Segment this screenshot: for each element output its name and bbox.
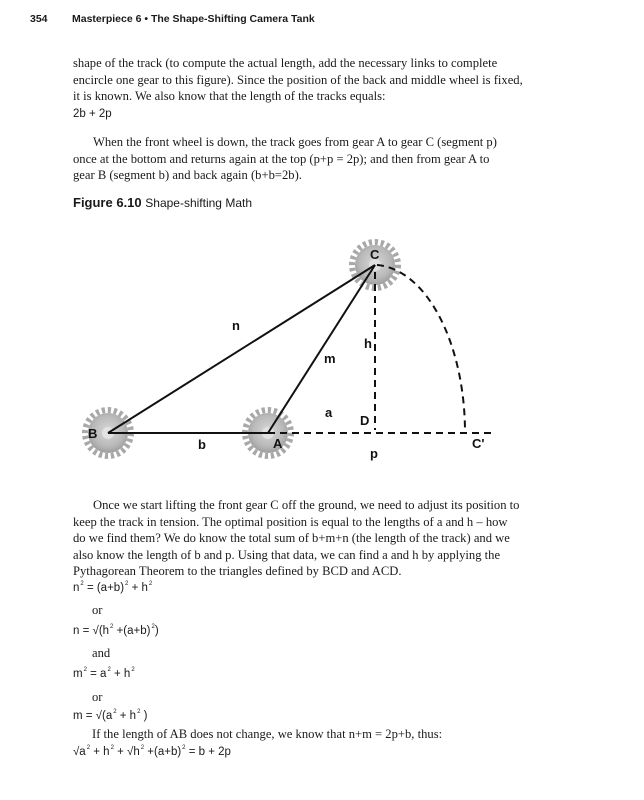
- equation-2: $n = √(h^2 +(a+b)^2)$: [73, 624, 159, 637]
- or-text: or: [92, 603, 103, 617]
- text-line: do we find them? We do know the total sum of b+m+n (the length of the track) and we: [73, 531, 510, 546]
- label-a-lower: a: [325, 405, 333, 420]
- arc-path: [377, 265, 465, 430]
- page-number: 354: [30, 13, 48, 25]
- text-line: When the front wheel is down, the track goes from gear A to gear C (segment p): [93, 135, 497, 149]
- label-p: p: [370, 446, 378, 461]
- figure-label: Figure 6.10: [73, 195, 142, 210]
- equation-3: $m^2 = a^2 + h^2$: [73, 667, 135, 680]
- final-sentence: If the length of AB does not change, we know that n+m = 2p+b, thus:: [92, 727, 443, 741]
- label-b: B: [88, 426, 98, 441]
- text-line: gear B (segment b) and back again (b+b=2b).: [73, 168, 302, 183]
- text-line: Pythagorean Theorem to the triangles defined by BCD and ACD.: [73, 564, 402, 579]
- label-a: A: [273, 436, 283, 451]
- segment-m: [268, 265, 375, 433]
- label-b-lower: b: [198, 437, 206, 452]
- label-h: h: [364, 336, 372, 351]
- equation-1: $n^2 = (a+b)^2 + h^2$: [73, 581, 153, 594]
- and-text: and: [92, 646, 111, 660]
- figure-caption: Shape-shifting Math: [145, 196, 252, 210]
- text-line: encircle one gear to this figure). Since the position of the back and middle wheel is fixed,: [73, 72, 523, 87]
- equation-4: $m = √(a^2 + h^2$ ): [73, 709, 148, 722]
- label-d: D: [360, 413, 370, 428]
- text-line: keep the track in tension. The optimal position is equal to the lengths of a and h – how: [73, 514, 508, 529]
- label-m: m: [324, 351, 336, 366]
- text-line: once at the bottom and returns again at the top (p+p = 2p); and then from gear A to: [73, 151, 490, 166]
- text-line: shape of the track (to compute the actual length, add the necessary links to complete: [73, 56, 498, 70]
- or-text: or: [92, 690, 103, 704]
- label-n: n: [232, 318, 240, 333]
- text-line: it is known. We also know that the length of the tracks equals:: [73, 89, 386, 104]
- label-c: C: [370, 247, 380, 262]
- text-line: Once we start lifting the front gear C off the ground, we need to adjust its position to: [93, 498, 520, 512]
- label-c-prime: C': [472, 436, 485, 451]
- equation-5: $√a^2 + h^2 + √h^2 +(a+b)^2 = b + 2p$: [73, 745, 231, 758]
- track-length-formula: 2b + 2p: [73, 108, 112, 120]
- segment-n: [108, 265, 375, 433]
- paragraph-3: [73, 497, 573, 580]
- text-line: also know the length of b and p. Using that data, we can find a and h by applying the: [73, 547, 501, 562]
- running-title: Masterpiece 6 • The Shape-Shifting Camera Tank: [72, 13, 315, 25]
